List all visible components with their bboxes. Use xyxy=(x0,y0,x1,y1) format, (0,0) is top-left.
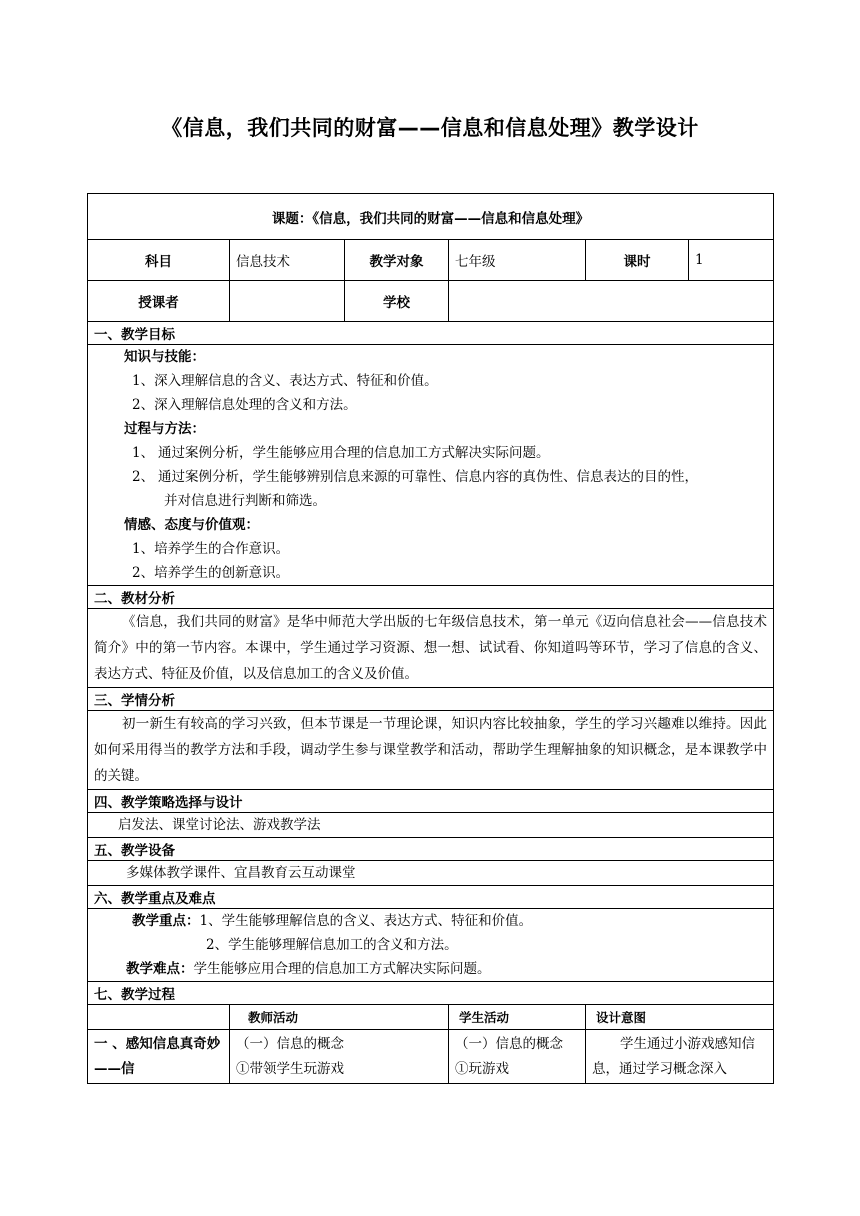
teacher-activity-cell: （一）信息的概念 ①带领学生玩游戏 xyxy=(230,1030,449,1084)
student-activity-cell: （一）信息的概念 ①玩游戏 xyxy=(449,1030,586,1084)
subject-label: 科目 xyxy=(88,240,230,281)
hours-value: 1 xyxy=(689,240,774,281)
emotion-item: 2、培养学生的创新意识。 xyxy=(132,565,290,581)
teacher-col-header: 教师活动 xyxy=(230,1005,449,1030)
keypoints-body xyxy=(88,909,774,982)
process-item: 2、 通过案例分析，学生能够辨别信息来源的可靠性、信息内容的真伪性、信息表达的目的性， xyxy=(132,469,698,485)
equipment-heading: 五、教学设备 xyxy=(88,838,774,861)
teacher-label: 授课者 xyxy=(88,281,230,322)
key-line: 2、学生能够理解信息加工的含义和方法。 xyxy=(206,937,458,953)
material-heading: 二、教材分析 xyxy=(88,586,774,609)
process-heading: 七、教学过程 xyxy=(88,982,774,1005)
knowledge-item: 2、深入理解信息处理的含义和方法。 xyxy=(132,397,357,413)
emotion-heading: 情感、态度与价值观： xyxy=(124,517,259,533)
school-label: 学校 xyxy=(345,281,449,322)
key-line: 教学重点：1、学生能够理解信息的含义、表达方式、特征和价值。 xyxy=(132,913,533,929)
equipment-text: 多媒体教学课件、宜昌教育云互动课堂 xyxy=(88,861,774,886)
teacher-value xyxy=(230,281,345,322)
subject-value: 信息技术 xyxy=(230,240,345,281)
stage-col-header xyxy=(88,1005,230,1030)
intent-col-header: 设计意图 xyxy=(586,1005,774,1030)
students-text: 初一新生有较高的学习兴致，但本节课是一节理论课，知识内容比较抽象，学生的学习兴趣难以维持。因此如何采用得当的教学方法和手段，调动学生参与课堂教学和活动，帮助学生理解抽象的知识概念，是本课教学中的关键。 xyxy=(88,711,774,790)
knowledge-heading: 知识与技能： xyxy=(124,349,205,365)
document-title: 《信息，我们共同的财富——信息和信息处理》教学设计 xyxy=(161,116,699,140)
process-heading: 过程与方法： xyxy=(124,421,205,437)
audience-label: 教学对象 xyxy=(345,240,449,281)
process-item-continued: 并对信息进行判断和筛选。 xyxy=(164,493,326,509)
hard-line: 教学难点：学生能够应用合理的信息加工方式解决实际问题。 xyxy=(126,961,491,977)
goals-heading: 一、教学目标 xyxy=(88,322,774,345)
intent-cell: 学生通过小游戏感知信息，通过学习概念深入 xyxy=(586,1030,774,1084)
keypoints-heading: 六、教学重点及难点 xyxy=(88,886,774,909)
strategy-heading: 四、教学策略选择与设计 xyxy=(88,790,774,813)
hours-label: 课时 xyxy=(586,240,689,281)
school-value xyxy=(449,281,774,322)
student-col-header: 学生活动 xyxy=(449,1005,586,1030)
stage-cell: 一 、感知信息真奇妙——信 xyxy=(88,1030,230,1084)
material-text: 《信息，我们共同的财富》是华中师范大学出版的七年级信息技术，第一单元《迈向信息社会——信息技术简介》中的第一节内容。本课中，学生通过学习资源、想一想、试试看、你知道吗等环节，学习了信息的含义、表达方式、特征及价值，以及信息加工的含义及价值。 xyxy=(88,609,774,688)
knowledge-item: 1、深入理解信息的含义、表达方式、特征和价值。 xyxy=(132,373,438,389)
topic-cell: 课题：《信息，我们共同的财富——信息和信息处理》 xyxy=(88,194,774,240)
strategy-text: 启发法、课堂讨论法、游戏教学法 xyxy=(88,813,774,838)
students-heading: 三、学情分析 xyxy=(88,688,774,711)
process-item: 1、 通过案例分析，学生能够应用合理的信息加工方式解决实际问题。 xyxy=(132,445,550,461)
goals-body xyxy=(88,345,774,586)
audience-value: 七年级 xyxy=(449,240,586,281)
lesson-plan-table xyxy=(87,193,774,1084)
emotion-item: 1、培养学生的合作意识。 xyxy=(132,541,290,557)
